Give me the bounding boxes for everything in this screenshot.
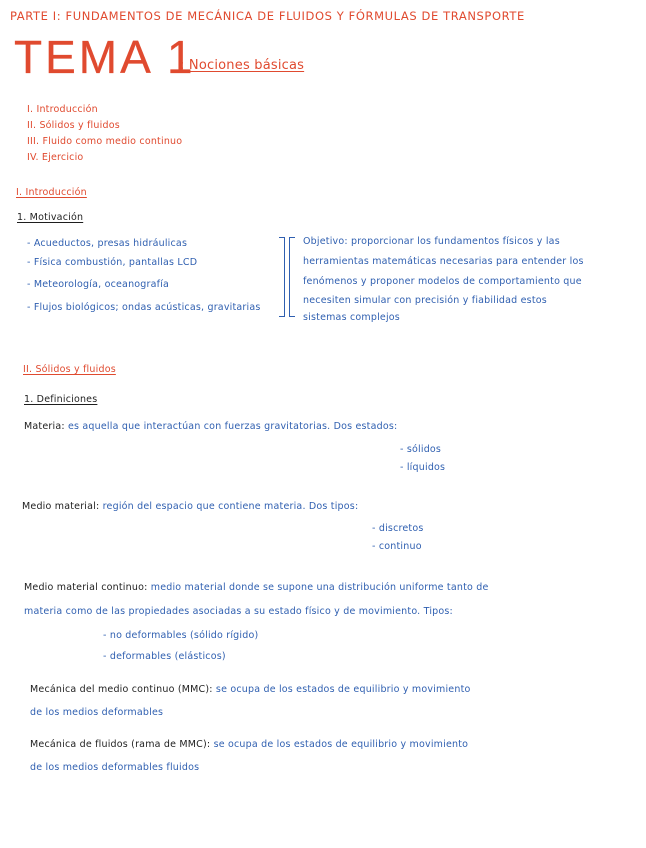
term: Materia: <box>24 421 65 432</box>
mmc-definition <box>30 684 471 695</box>
definition: se ocupa de los estados de equilibrio y movimiento <box>215 684 471 695</box>
right-brace <box>284 238 285 316</box>
definition: es aquella que interactúan con fuerzas gravitatorias. Dos estados: <box>68 421 398 432</box>
part-heading: PARTE I: FUNDAMENTOS DE MECÁNICA DE FLUIDOS Y FÓRMULAS DE TRANSPORTE <box>10 9 525 23</box>
section-subtitle: 1. Definiciones <box>24 394 98 405</box>
tema-title: TEMA 1 <box>14 31 196 83</box>
list-item: - líquidos <box>400 462 446 473</box>
index-item: IV. Ejercicio <box>27 152 84 163</box>
bullet-item: - Flujos biológicos; ondas acústicas, gravitarias <box>27 302 261 313</box>
medio-definition <box>22 501 358 512</box>
objective-line: fenómenos y proponer modelos de comportamiento que <box>303 276 582 287</box>
definition: se ocupa de los estados de equilibrio y movimiento <box>213 739 469 750</box>
section-title: I. Introducción <box>16 187 87 198</box>
list-item: - deformables (elásticos) <box>103 651 226 662</box>
section-subtitle: 1. Motivación <box>17 212 84 223</box>
bullet-item: - Física combustión, pantallas LCD <box>27 257 198 268</box>
list-item: - sólidos <box>400 444 442 455</box>
index-item: III. Fluido como medio continuo <box>27 136 183 147</box>
definition-continuation: de los medios deformables fluidos <box>30 762 200 773</box>
term: Medio material continuo: <box>24 582 148 593</box>
definition: medio material donde se supone una distribución uniforme tanto de <box>150 582 489 593</box>
objective-line: Objetivo: proporcionar los fundamentos físicos y las <box>303 236 560 247</box>
index-item: II. Sólidos y fluidos <box>27 120 120 131</box>
bullet-item: - Acueductos, presas hidráulicas <box>27 238 188 249</box>
section-title: II. Sólidos y fluidos <box>23 364 116 375</box>
list-item: - continuo <box>372 541 422 552</box>
objective-line: sistemas complejos <box>303 312 400 323</box>
list-item: - no deformables (sólido rígido) <box>103 630 259 641</box>
definition-continuation: materia como de las propiedades asociadas a su estado físico y de movimiento. Tipos: <box>24 606 453 617</box>
objective-line: herramientas matemáticas necesarias para entender los <box>303 256 584 267</box>
term: Mecánica de fluidos (rama de MMC): <box>30 739 211 750</box>
continuo-definition <box>24 582 489 593</box>
left-brace <box>289 238 290 316</box>
bullet-item: - Meteorología, oceanografía <box>27 279 170 290</box>
fluidos-definition <box>30 739 468 750</box>
definition-continuation: de los medios deformables <box>30 707 164 718</box>
objective-line: necesiten simular con precisión y fiabilidad estos <box>303 295 547 306</box>
materia-definition <box>24 421 397 432</box>
tema-subtitle: : Nociones básicas <box>180 58 305 73</box>
term: Mecánica del medio continuo (MMC): <box>30 684 213 695</box>
list-item: - discretos <box>372 523 424 534</box>
term: Medio material: <box>22 501 100 512</box>
definition: región del espacio que contiene materia. Dos tipos: <box>102 501 359 512</box>
index-item: I. Introducción <box>27 104 98 115</box>
